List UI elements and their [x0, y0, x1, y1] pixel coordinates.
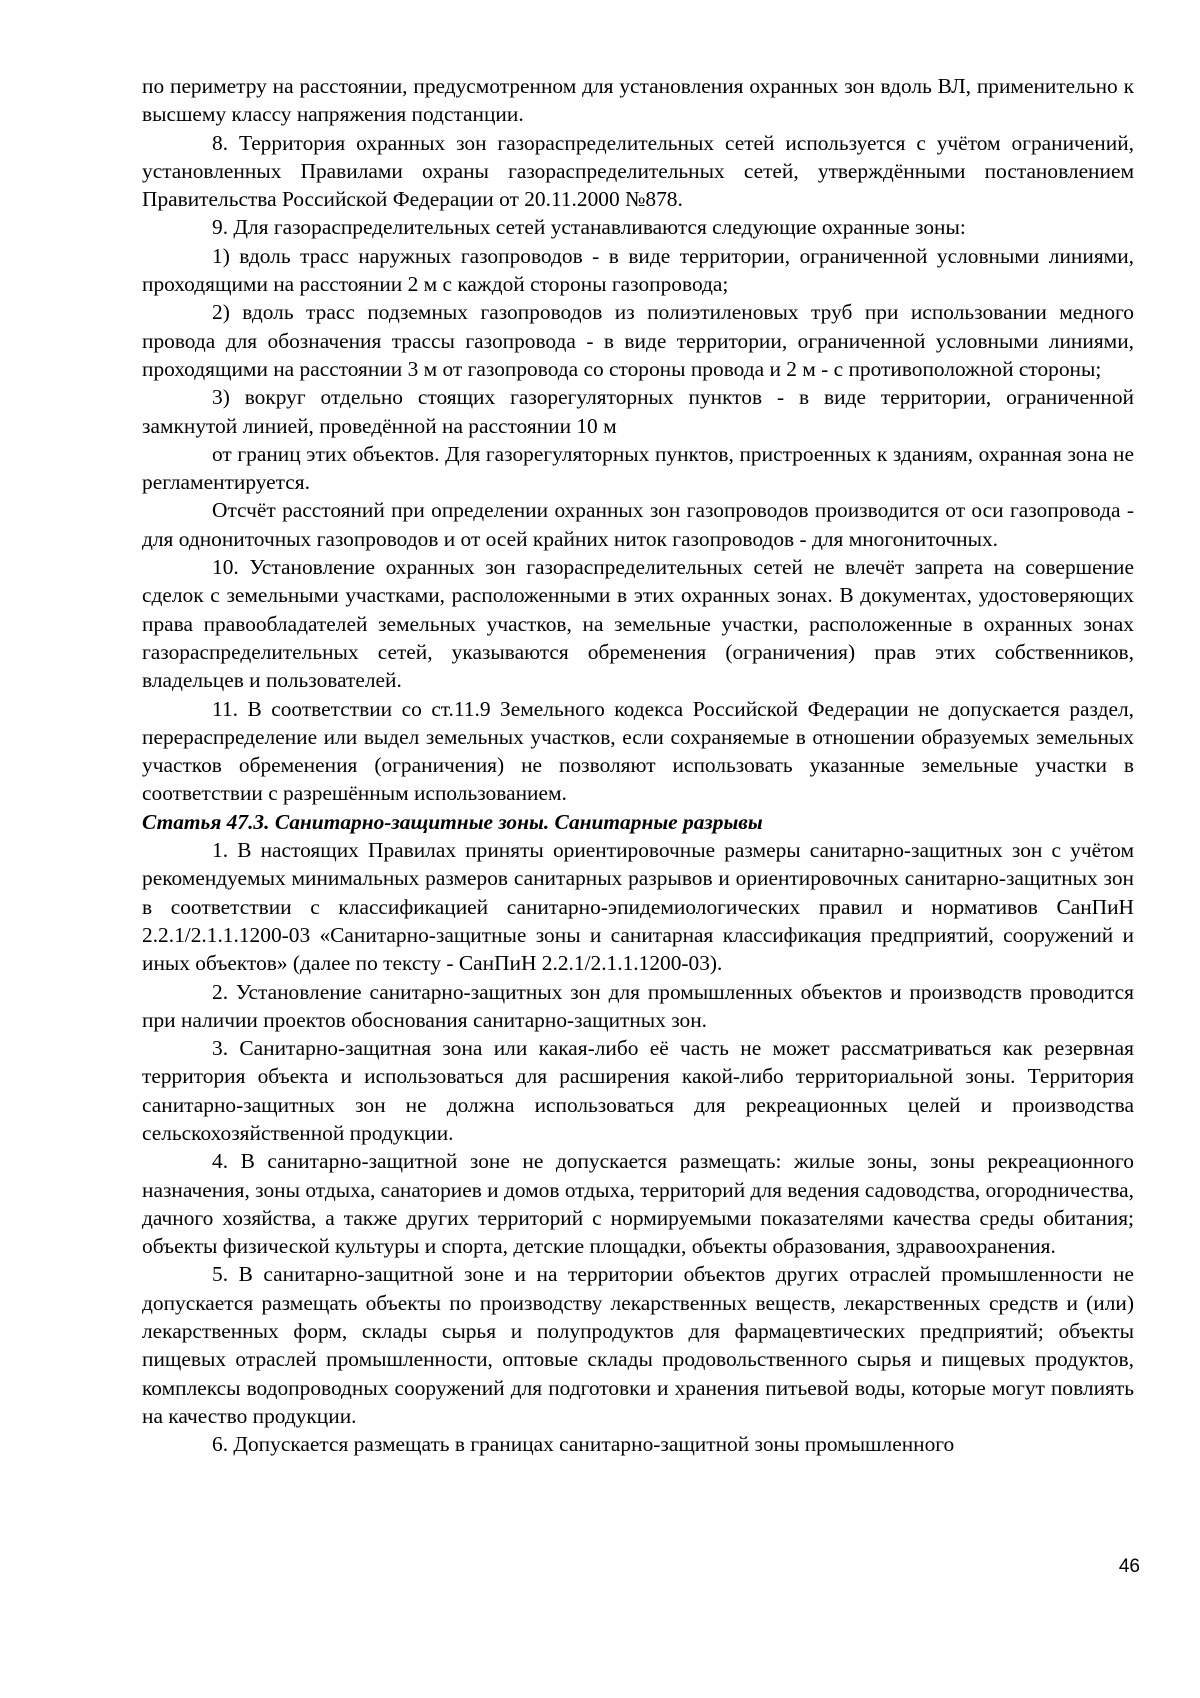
- article-paragraph-1: 1. В настоящих Правилах приняты ориентировочные размеры санитарно-защитных зон с учётом рекомендуемых минимальных размеров санитарных разрывов и ориентировочных санитарно-защитных зон в соответствии с классификацией санитарно-эпидемиологических правил и нормативов СанПиН 2.2.1/2.1.1.1200-03 «Санитарно-защитные зоны и санитарная классификация предприятий, сооружений и иных объектов» (далее по тексту - СанПиН 2.2.1/2.1.1.1200-03).: [142, 838, 1134, 976]
- page-number: 46: [1118, 1556, 1140, 1577]
- paragraph-9: 9. Для газораспределительных сетей устанавливаются следующие охранные зоны:: [212, 215, 966, 240]
- article-paragraph-4: 4. В санитарно-защитной зоне не допускается размещать: жилые зоны, зоны рекреационного назначения, зоны отдыха, санаториев и домов отдыха, территорий для ведения садоводства, огородничества, дачного хозяйства, а также других территорий с нормируемыми показателями качества среды обитания; объекты физической культуры и спорта, детские площадки, объекты образования, здравоохранения.: [142, 1149, 1134, 1259]
- paragraph-8: 8. Территория охранных зон газораспределительных сетей используется с учётом ограничений, установленных Правилами охраны газораспределительных сетей, утверждёнными постановлением Правительства Российской Федерации от 20.11.2000 №878.: [142, 130, 1134, 212]
- article-paragraph-3: 3. Санитарно-защитная зона или какая-либо её часть не может рассматриваться как резервная территория объекта и использоваться для расширения какой-либо территориальной зоны. Территория санитарно-защитных зон не должна использоваться для рекреационных целей и производства сельскохозяйственной продукции.: [142, 1036, 1134, 1145]
- list-item-1: 1) вдоль трасс наружных газопроводов - в виде территории, ограниченной условными линиями, проходящими на расстоянии 2 м с каждой стороны газопровода;: [142, 243, 1134, 297]
- paragraph-distance-note: Отсчёт расстояний при определении охранных зон газопроводов производится от оси газопровода - для однониточных газопроводов и от осей крайних ниток газопроводов - для многониточных.: [142, 498, 1134, 551]
- article-paragraph-2: 2. Установление санитарно-защитных зон для промышленных объектов и производств проводится при наличии проектов обоснования санитарно-защитных зон.: [142, 979, 1134, 1032]
- article-paragraph-5: 5. В санитарно-защитной зоне и на территории объектов других отраслей промышленности не допускается размещать объекты по производству лекарственных веществ, лекарственных средств и (или) лекарственных форм, склады сырья и полупродуктов для фармацевтических предприятий; объекты пищевых отраслей промышленности, оптовые склады продовольственного сырья и пищевых продуктов, комплексы водопроводных сооружений для подготовки и хранения питьевой воды, которые могут повлиять на качество продукции.: [142, 1262, 1134, 1428]
- list-item-2: 2) вдоль трасс подземных газопроводов из полиэтиленовых труб при использовании медного провода для обозначения трассы газопровода - в виде территории, ограниченной условными линиями, проходящими на расстоянии 3 м от газопровода со стороны провода и 2 м - с противоположной стороны;: [142, 300, 1134, 381]
- paragraph-continuation: по периметру на расстоянии, предусмотренном для установления охранных зон вдоль ВЛ, применительно к высшему классу напряжения подстанции.: [142, 74, 1134, 127]
- article-heading: Статья 47.3. Санитарно-защитные зоны. Санитарные разрывы: [142, 809, 763, 834]
- list-item-3-continuation: от границ этих объектов. Для газорегуляторных пунктов, пристроенных к зданиям, охранная зона не регламентируется.: [142, 441, 1134, 495]
- list-item-3: 3) вокруг отдельно стоящих газорегуляторных пунктов - в виде территории, ограниченной замкнутой линией, проведённой на расстоянии 10 м: [142, 385, 1134, 438]
- paragraph-10: 10. Установление охранных зон газораспределительных сетей не влечёт запрета на совершение сделок с земельными участками, расположенными в этих охранных зонах. В документах, удостоверяющих права правообладателей земельных участков, на земельные участки, расположенные в охранных зонах газораспределительных сетей, указываются обременения (ограничения) прав этих собственников, владельцев и пользователей.: [142, 555, 1134, 693]
- document-body: [142, 72, 1134, 1459]
- paragraph-11: 11. В соответствии со ст.11.9 Земельного кодекса Российской Федерации не допускается раздел, перераспределение или выдел земельных участков, если сохраняемые в отношении образуемых земельных участков обременения (ограничения) не позволяют использовать указанные земельные участки в соответствии с разрешённым использованием.: [142, 696, 1134, 806]
- article-paragraph-6: 6. Допускается размещать в границах санитарно-защитной зоны промышленного: [212, 1432, 955, 1457]
